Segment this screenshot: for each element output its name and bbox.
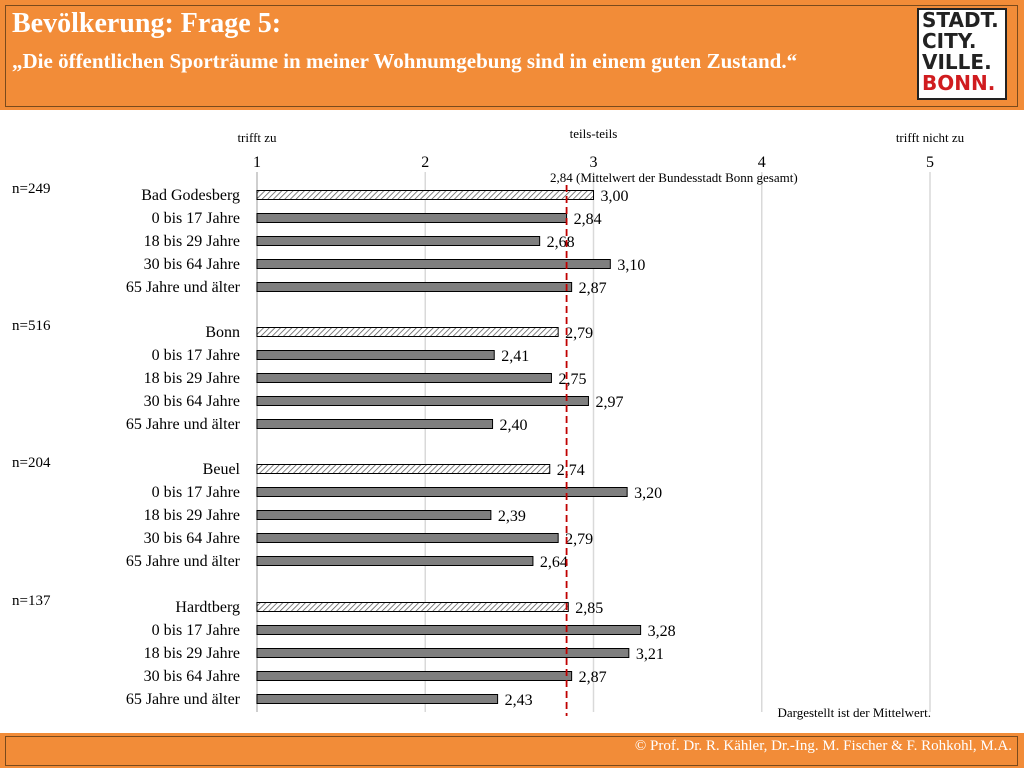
category-label: 18 bis 29 Jahre (143, 370, 240, 387)
data-label: 2,87 (578, 280, 607, 297)
sample-size-label: n=137 (12, 593, 51, 609)
category-label: Beuel (202, 461, 240, 478)
scale-label-left: trifft zu (237, 130, 277, 145)
logo-line-3: VILLE. (922, 50, 992, 74)
page-title: Bevölkerung: Frage 5: (12, 8, 282, 39)
bar (257, 557, 533, 566)
category-label: 65 Jahre und älter (125, 416, 240, 433)
bar (257, 237, 540, 246)
chart-note: Dargestellt ist der Mittelwert. (777, 705, 931, 720)
bar (257, 649, 629, 658)
total-bar (257, 191, 594, 200)
data-label: 2,43 (504, 692, 533, 709)
data-label: 2,41 (501, 348, 530, 365)
data-label: 3,10 (617, 257, 646, 274)
copyright-text: © Prof. Dr. R. Kähler, Dr.-Ing. M. Fischer & F. Rohkohl, M.A. (634, 738, 1012, 754)
x-tick-label: 5 (926, 154, 934, 171)
bar (257, 283, 572, 292)
data-label: 2,40 (499, 417, 528, 434)
data-label: 3,00 (600, 188, 629, 205)
logo-line-4: BONN. (922, 71, 996, 95)
footer-bar (0, 733, 1024, 768)
category-label: Hardtberg (175, 599, 240, 616)
category-label: Bonn (205, 324, 240, 341)
data-label: 2,87 (578, 669, 607, 686)
scale-label-right: trifft nicht zu (895, 130, 965, 145)
logo-line-2: CITY. (922, 29, 977, 53)
bar (257, 260, 610, 269)
data-label: 2,68 (546, 234, 575, 251)
scale-label-middle: teils-teils (569, 126, 618, 141)
data-label: 2,79 (565, 531, 594, 548)
category-label: 18 bis 29 Jahre (143, 645, 240, 662)
data-label: 3,20 (634, 485, 663, 502)
category-label: 0 bis 17 Jahre (151, 622, 240, 639)
sample-size-label: n=204 (12, 455, 51, 471)
category-label: Bad Godesberg (141, 187, 240, 204)
category-label: 65 Jahre und älter (125, 279, 240, 296)
data-label: 2,79 (565, 325, 594, 342)
sample-size-label: n=516 (12, 318, 51, 334)
x-tick-label: 4 (757, 154, 766, 171)
bar-chart (0, 110, 1024, 730)
data-label: 3,28 (647, 623, 676, 640)
stadt-bonn-logo (917, 8, 1007, 100)
category-label: 65 Jahre und älter (125, 691, 240, 708)
header-bar (0, 0, 1024, 110)
bar (257, 672, 572, 681)
bar (257, 534, 558, 543)
data-label: 2,39 (497, 508, 526, 525)
bar (257, 214, 567, 223)
bar (257, 511, 491, 520)
category-label: 0 bis 17 Jahre (151, 347, 240, 364)
data-label: 3,21 (635, 646, 664, 663)
x-tick-label: 1 (253, 154, 261, 171)
category-label: 0 bis 17 Jahre (151, 210, 240, 227)
category-label: 18 bis 29 Jahre (143, 233, 240, 250)
bar (257, 397, 588, 406)
category-label: 30 bis 64 Jahre (143, 530, 240, 547)
logo-line-1: STADT. (922, 8, 999, 32)
total-bar (257, 465, 550, 474)
data-label: 2,84 (573, 211, 602, 228)
bar (257, 695, 498, 704)
bar (257, 488, 627, 497)
total-bar (257, 603, 568, 612)
category-label: 0 bis 17 Jahre (151, 484, 240, 501)
data-label: 2,97 (595, 394, 624, 411)
total-bar (257, 328, 558, 337)
page-subtitle: „Die öffentlichen Sporträume in meiner Wohnumgebung sind in einem guten Zustand.“ (12, 49, 798, 73)
data-label: 2,75 (558, 371, 587, 388)
reference-line-label: 2,84 (Mittelwert der Bundesstadt Bonn gesamt) (550, 170, 798, 185)
x-tick-label: 3 (589, 154, 598, 171)
bar (257, 351, 494, 360)
bar (257, 420, 493, 429)
x-tick-label: 2 (421, 154, 430, 171)
bar (257, 374, 551, 383)
category-label: 30 bis 64 Jahre (143, 256, 240, 273)
category-label: 30 bis 64 Jahre (143, 393, 240, 410)
category-label: 18 bis 29 Jahre (143, 507, 240, 524)
data-label: 2,74 (556, 462, 585, 479)
category-label: 65 Jahre und älter (125, 553, 240, 570)
category-label: 30 bis 64 Jahre (143, 668, 240, 685)
data-label: 2,64 (539, 554, 568, 571)
bar (257, 626, 641, 635)
sample-size-label: n=249 (12, 181, 51, 197)
data-label: 2,85 (575, 600, 604, 617)
